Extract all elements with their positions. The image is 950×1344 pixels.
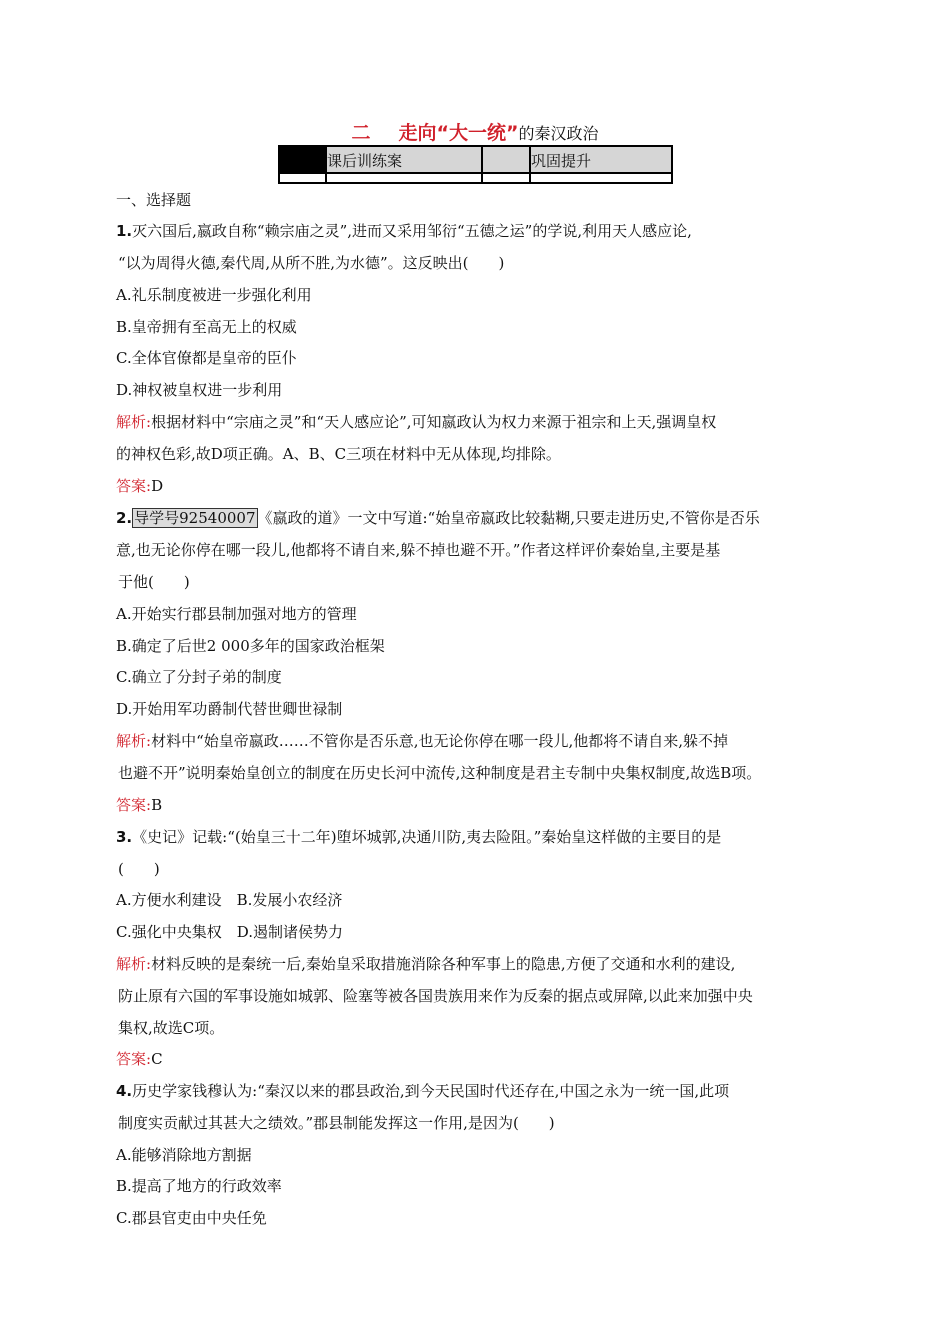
q1-analysis-line2: 的神权色彩,故D项正确。A、B、C三项在材料中无从体现,均排除。 — [116, 445, 561, 463]
q2-stem-line3: 于他( ) — [118, 573, 190, 591]
q1-analysis-line1: 解析:根据材料中“宗庙之灵”和“天人感应论”,可知嬴政认为权力来源于祖宗和上天,强调皇权 — [116, 413, 717, 431]
q4-stem-line1: 4.历史学家钱穆认为:“秦汉以来的郡县政治,到今天民国时代还存在,中国之永为一统一国,此项 — [116, 1082, 730, 1100]
q3-answer: 答案:C — [116, 1050, 163, 1068]
q2-analysis-line2: 也避不开”说明秦始皇创立的制度在历史长河中流传,这种制度是君主专制中央集权制度,故选B项。 — [118, 764, 762, 782]
header-table — [278, 145, 673, 184]
q3-stem-line2: ( ) — [118, 860, 160, 878]
q1-stem-line2: “以为周得火德,秦代周,从所不胜,为水德”。这反映出( ) — [118, 254, 505, 272]
q2-option-a: A.开始实行郡县制加强对地方的管理 — [116, 605, 357, 623]
title-part3: 的秦汉政治 — [518, 124, 599, 143]
q3-options-cd: C.强化中央集权 D.遏制诸侯势力 — [116, 923, 343, 941]
q4-option-a: A.能够消除地方割据 — [116, 1146, 252, 1164]
guide-number-box[interactable]: 导学号92540007 — [134, 509, 256, 527]
q3-options-ab: A.方便水利建设 B.发展小农经济 — [116, 891, 343, 909]
q1-option-b: B.皇帝拥有至高无上的权威 — [116, 318, 297, 336]
section-heading: 一、选择题 — [116, 191, 192, 209]
q2-stem-line2: 意,也无论你停在哪一段儿,他都将不请自来,躲不掉也避不开。”作者这样评价秦始皇,主要是基 — [116, 541, 721, 559]
divider — [481, 147, 483, 182]
q3-analysis-line2: 防止原有六国的军事设施如城郭、险塞等被各国贵族用来作为反秦的据点或屏障,以此来加强中央 — [118, 987, 753, 1005]
q2-option-b: B.确定了后世2 000多年的国家政治框架 — [116, 637, 385, 655]
header-cell-consolidate: 巩固提升 — [531, 152, 592, 170]
q1-answer: 答案:D — [116, 477, 164, 495]
q1-stem-line1: 1.灭六国后,嬴政自称“赖宗庙之灵”,进而又采用邹衍“五德之运”的学说,利用天人感应论, — [116, 222, 692, 240]
q3-analysis-line1: 解析:材料反映的是秦统一后,秦始皇采取措施消除各种军事上的隐患,方便了交通和水利的建设, — [116, 955, 736, 973]
q2-option-d: D.开始用军功爵制代替世卿世禄制 — [116, 700, 343, 718]
q3-analysis-line3: 集权,故选C项。 — [118, 1019, 225, 1037]
header-black-cell — [280, 147, 326, 172]
q3-stem-line1: 3.《史记》记载:“(始皇三十二年)堕坏城郭,决通川防,夷去险阻。”秦始皇这样做的主要目的是 — [116, 828, 722, 846]
q2-stem-line1: 2. 导学号92540007 《嬴政的道》一文中写道:“始皇帝嬴政比较黏糊,只要走进历史,不管你是否乐 — [116, 509, 760, 527]
q2-option-c: C.确立了分封子弟的制度 — [116, 668, 282, 686]
q1-option-a: A.礼乐制度被进一步强化利用 — [116, 286, 312, 304]
title-part1: 二 — [351, 122, 371, 144]
header-cell-review: 课后训练案 — [327, 152, 403, 170]
q2-analysis-line1: 解析:材料中“始皇帝嬴政……不管你是否乐意,也无论你停在哪一段儿,他都将不请自来,躲不掉 — [116, 732, 729, 750]
q2-answer: 答案:B — [116, 796, 163, 814]
q4-option-c: C.郡县官吏由中央任免 — [116, 1209, 267, 1227]
q1-option-c: C.全体官僚都是皇帝的臣仆 — [116, 349, 297, 367]
q4-stem-line2: 制度实贡献过其甚大之绩效。”郡县制能发挥这一作用,是因为( ) — [118, 1114, 555, 1132]
page-title — [0, 118, 950, 145]
q4-option-b: B.提高了地方的行政效率 — [116, 1177, 282, 1195]
q1-option-d: D.神权被皇权进一步利用 — [116, 381, 283, 399]
title-part2: 走向“大一统” — [398, 122, 519, 144]
